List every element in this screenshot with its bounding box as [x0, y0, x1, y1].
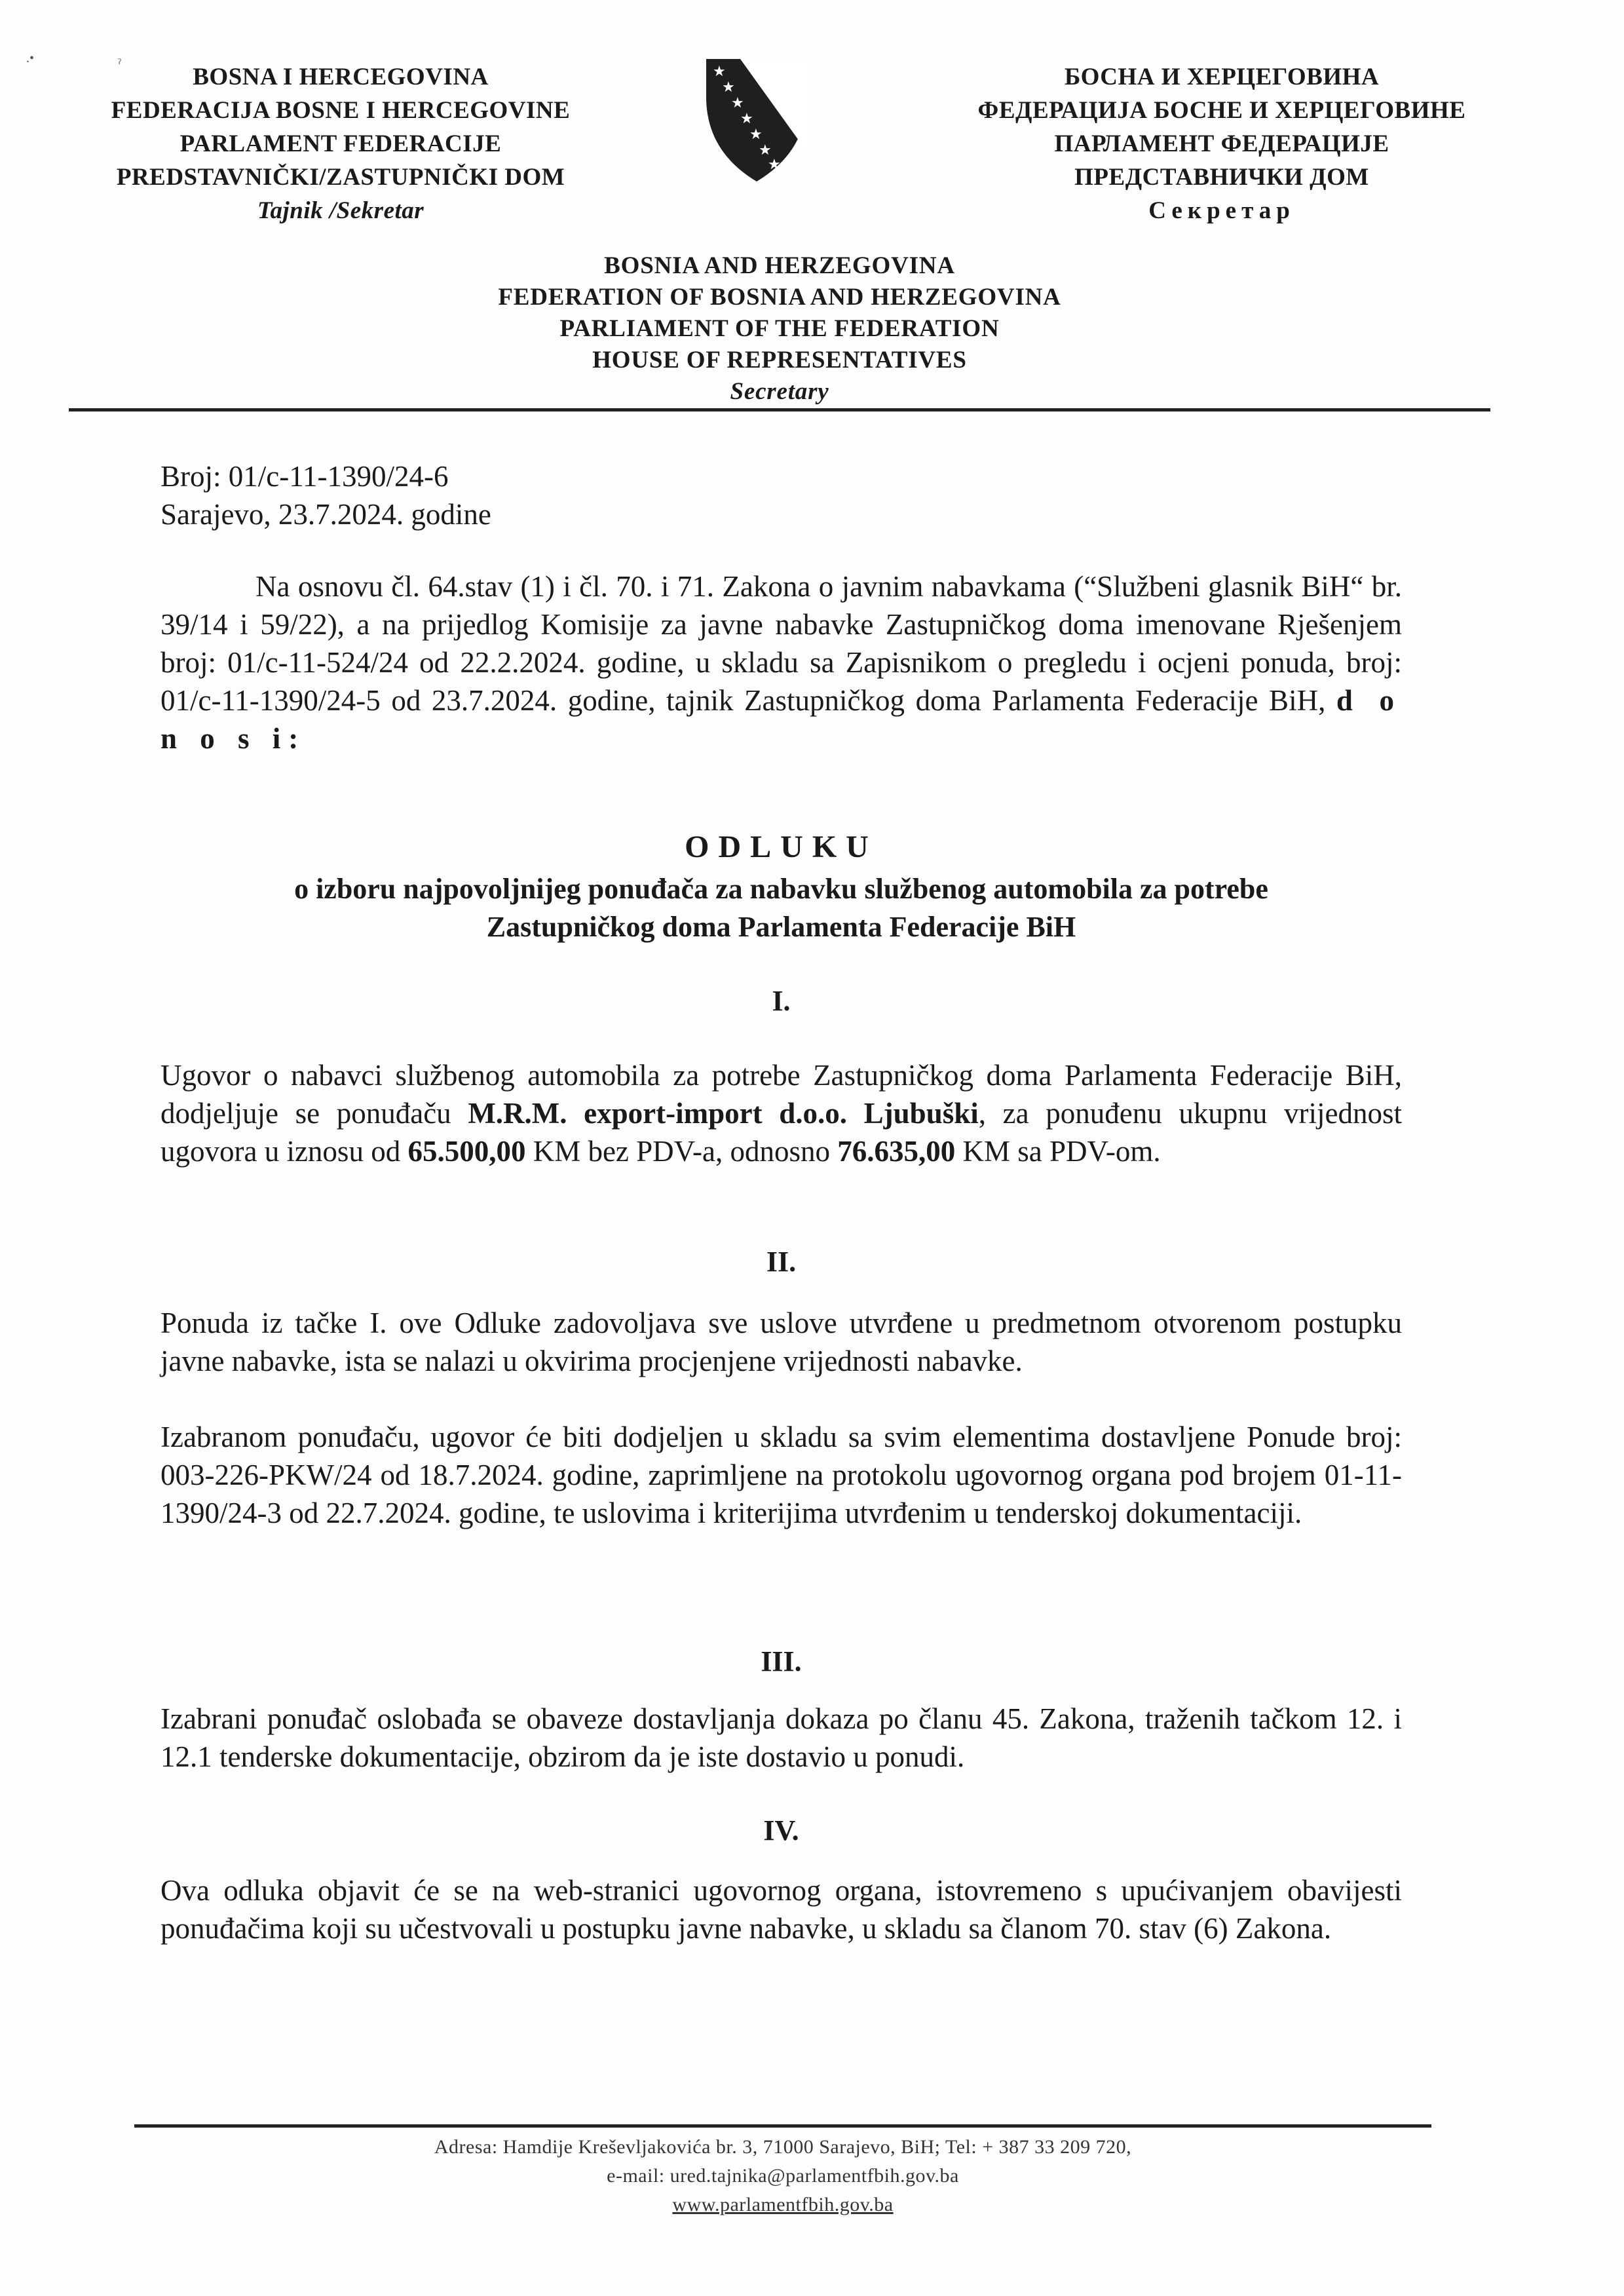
header-left-role: Tajnik /Sekretar — [257, 197, 425, 224]
preamble — [161, 567, 1402, 757]
reference-place-date: Sarajevo, 23.7.2024. godine — [161, 498, 491, 531]
footer — [134, 2133, 1431, 2219]
section-1-text — [161, 1056, 1402, 1170]
scan-mark: .• — [26, 51, 35, 66]
header-center-line: HOUSE OF REPRESENTATIVES — [592, 347, 967, 373]
svg-text:★: ★ — [740, 111, 753, 127]
preamble-text: Na osnovu čl. 64.stav (1) i čl. 70. i 71. Zakona o javnim nabavkama (“Službeni glasnik BiH“ br. 39/14 i 59/22), a na prijedlog Komisije za javne nabavke Zastupničkog doma imenovane Rješenjem broj: 01/c-11-524/24 od 22.2.2024. godine, u skladu sa Zapisnikom o pregledu i ocjeni ponuda, broj: 01/c-11-1390/24-5 od 23.7.2024. godine, tajnik Zastupničkog doma Parlamenta Federacije BiH, — [161, 570, 1402, 717]
header-right-line: БОСНА И ХЕРЦЕГОВИНА — [1064, 64, 1380, 90]
decision-subtitle-line: o izboru najpovoljnijeg ponuđača za nabavku službenog automobila za potrebe — [294, 873, 1268, 905]
header-center — [328, 250, 1232, 408]
section-text: KM bez PDV-a, odnosno — [525, 1135, 838, 1168]
svg-text:★: ★ — [759, 142, 772, 159]
section-2-para-2: Izabranom ponuđaču, ugovor će biti dodjeljen u skladu sa svim elementima dostavljene Ponude broj: 003-226-PKW/24 od 18.7.2024. godine, zaprimljene na protokolu ugovornog organa pod brojem 01-11-1390/24-3 od 22.7.2024. godine, te uslovima i kriterijima utvrđenim u tenderskoj dokumentaciji. — [161, 1421, 1402, 1529]
header-divider — [69, 408, 1490, 411]
section-numeral: IV. — [763, 1814, 799, 1846]
header-center-line: FEDERATION OF BOSNIA AND HERZEGOVINA — [498, 284, 1061, 311]
decision-subtitle — [161, 870, 1402, 946]
scan-mark: ˀ — [118, 56, 121, 71]
header-right-line: ПАРЛАМЕНТ ФЕДЕРАЦИЈЕ — [1054, 130, 1389, 157]
section-3-text: Izabrani ponuđač oslobađa se obaveze dostavljanja dokaza po članu 45. Zakona, traženih tačkom 12. i 12.1 tenderske dokumentacije, obzirom da je iste dostavio u ponudi. — [161, 1702, 1402, 1773]
svg-text:★: ★ — [768, 157, 781, 173]
header-right-line: ПРЕДСТАВНИЧКИ ДОМ — [1074, 164, 1369, 191]
section-text: , za ponuđenu ukupnu vrijednost ugovora u iznosu od — [161, 1097, 1403, 1168]
preamble-colon: : — [288, 722, 299, 755]
svg-text:★: ★ — [731, 95, 744, 111]
amount-gross: 76.635,00 — [837, 1135, 956, 1168]
header-center-role: Secretary — [730, 378, 829, 405]
reference-number: Broj: 01/c-11-1390/24-6 — [161, 460, 449, 493]
section-2-para-1: Ponuda iz tačke I. ove Odluke zadovoljava sve uslove utvrđene u predmetnom otvorenom postupku javne nabavke, ista se nalazi u okvirima procjenjene vrijednosti nabavke. — [161, 1307, 1402, 1377]
footer-address: Adresa: Hamdije Kreševljakovića br. 3, 71000 Sarajevo, BiH; Tel: + 387 33 209 720, — [434, 2136, 1132, 2158]
header-center-line: PARLIAMENT OF THE FEDERATION — [559, 315, 1000, 342]
section-4-text: Ova odluka objavit će se na web-stranici ugovornog organa, istovremeno s upućivanjem obavijesti ponuđačima koji su učestvovali u postupku javne nabavke, u skladu sa članom 70. stav (6) Zakona. — [161, 1874, 1402, 1945]
header-left-line: PREDSTAVNIČKI/ZASTUPNIČKI DOM — [116, 164, 565, 191]
header-left-line: BOSNA I HERCEGOVINA — [193, 64, 489, 90]
preamble-verb: d o n o s i — [161, 684, 1403, 755]
header-left-line: PARLAMENT FEDERACIJE — [179, 130, 502, 157]
decision-title: ODLUKU — [685, 830, 878, 864]
header-right-line: ФЕДЕРАЦИЈА БОСНЕ И ХЕРЦЕГОВИНЕ — [977, 97, 1466, 124]
section-text: KM sa PDV-om. — [955, 1135, 1161, 1168]
bidder-name: M.R.M. export-import d.o.o. Ljubuški — [468, 1097, 979, 1130]
header-left-line: FEDERACIJA BOSNE I HERCEGOVINE — [111, 97, 571, 124]
reference-block — [161, 457, 491, 533]
header-right — [911, 60, 1533, 227]
footer-website-link[interactable]: www.parlamentfbih.gov.ba — [672, 2194, 894, 2215]
amount-net: 65.500,00 — [407, 1135, 526, 1168]
header-center-line: BOSNIA AND HERZEGOVINA — [604, 252, 955, 279]
header-right-role: Секретар — [1148, 197, 1295, 224]
svg-text:★: ★ — [749, 126, 763, 143]
section-numeral: III. — [761, 1645, 802, 1677]
svg-text:★: ★ — [713, 64, 726, 80]
decision-subtitle-line: Zastupničkog doma Parlamenta Federacije BiH — [486, 911, 1076, 943]
svg-text:★: ★ — [722, 79, 735, 96]
coat-of-arms-icon — [701, 54, 812, 185]
header-left — [79, 60, 603, 227]
section-numeral: I. — [772, 985, 791, 1017]
footer-divider — [134, 2124, 1431, 2128]
section-numeral: II. — [766, 1246, 797, 1278]
section-text: Ugovor o nabavci službenog automobila za potrebe Zastupničkog doma Parlamenta Federacije BiH, dodjeljuje se ponuđaču — [161, 1059, 1402, 1130]
footer-email[interactable]: e-mail: ured.tajnika@parlamentfbih.gov.ba — [607, 2165, 959, 2187]
